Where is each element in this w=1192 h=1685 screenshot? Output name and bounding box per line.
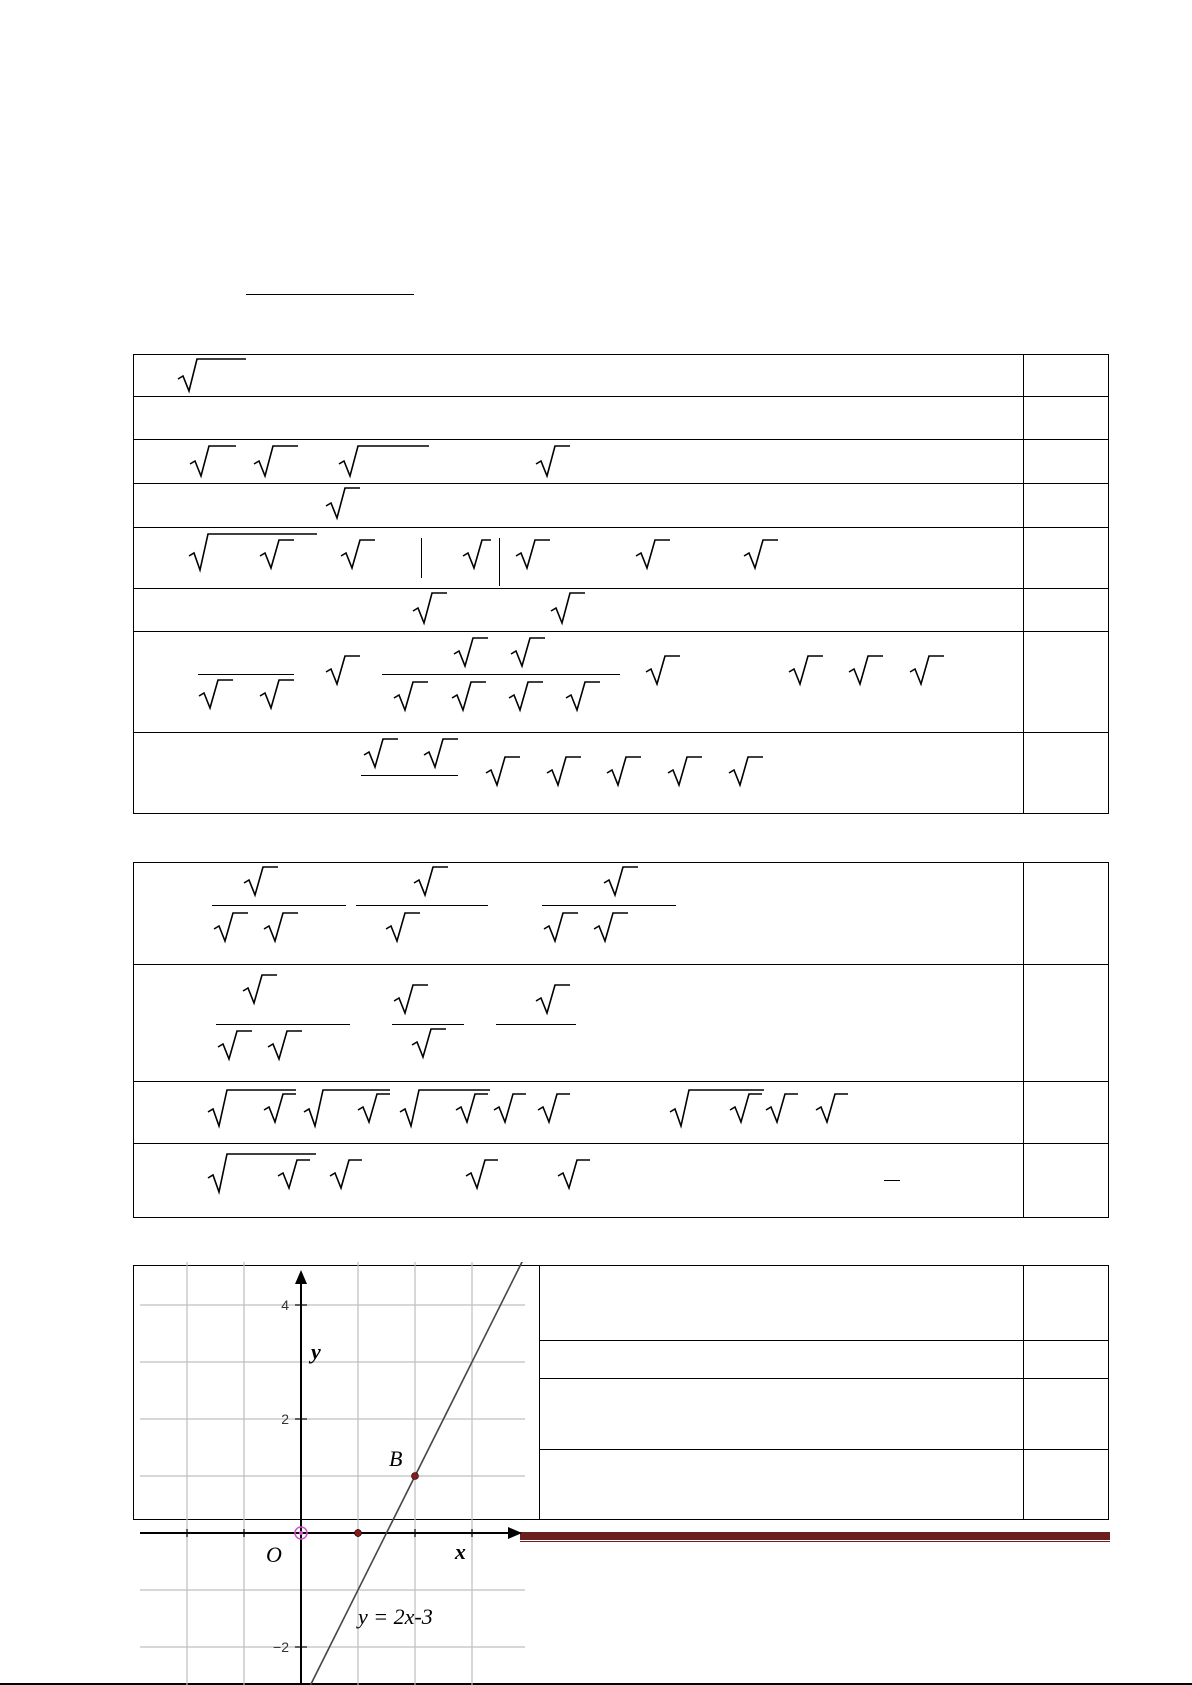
sqrt-symbol <box>545 755 581 789</box>
fraction-bar <box>382 674 620 675</box>
sqrt-symbol <box>564 680 600 714</box>
table-row <box>134 397 1024 440</box>
table-row <box>134 355 1024 397</box>
sqrt-symbol <box>324 486 360 522</box>
table-row <box>134 528 1024 589</box>
line-chart <box>140 1262 530 1685</box>
score-cell <box>1024 1082 1109 1144</box>
sqrt-symbol <box>262 1092 296 1126</box>
sqrt-symbol <box>187 532 317 574</box>
sqrt-symbol <box>212 911 248 945</box>
sqrt-symbol <box>602 865 638 899</box>
sqrt-symbol <box>216 1029 252 1063</box>
sqrt-symbol <box>384 911 420 945</box>
sqrt-symbol <box>464 1158 498 1192</box>
sqrt-symbol <box>492 1092 526 1126</box>
score-cell <box>1024 355 1109 397</box>
score-cell <box>1024 528 1109 589</box>
sqrt-symbol <box>276 1158 310 1192</box>
score-cell <box>1024 733 1109 814</box>
fraction-bar <box>356 905 488 906</box>
sqrt-symbol <box>536 1092 570 1126</box>
sqrt-symbol <box>556 1158 590 1192</box>
sqrt-symbol <box>814 1092 848 1126</box>
sqrt-symbol <box>509 636 545 670</box>
score-cell <box>1024 632 1109 733</box>
sqrt-symbol <box>484 755 520 789</box>
fraction-bar <box>216 1024 350 1025</box>
sqrt-symbol <box>764 1092 798 1126</box>
fraction-bar <box>212 905 346 906</box>
answer-blank-line <box>246 294 414 295</box>
y-axis-arrow <box>295 1270 307 1284</box>
table-row <box>134 965 1024 1082</box>
table-1 <box>133 354 1109 814</box>
point-label: B <box>389 1446 403 1471</box>
fraction-bar <box>392 1024 464 1025</box>
sqrt-symbol <box>328 1158 362 1192</box>
sqrt-symbol <box>514 538 550 572</box>
score-cell <box>1024 1341 1109 1379</box>
sqrt-symbol <box>422 737 458 771</box>
table-2 <box>133 862 1109 1218</box>
data-point <box>412 1473 419 1480</box>
sqrt-symbol <box>644 654 680 688</box>
sqrt-symbol <box>461 538 491 572</box>
sqrt-symbol <box>412 865 448 899</box>
sqrt-symbol <box>258 538 294 572</box>
origin-marker-dot <box>299 1531 303 1535</box>
sqrt-symbol <box>742 538 778 572</box>
fraction-bar <box>198 674 294 675</box>
y-tick-label: 2 <box>281 1411 289 1427</box>
sqrt-symbol <box>452 636 488 670</box>
sqrt-symbol <box>258 678 294 712</box>
score-cell <box>1024 1379 1109 1450</box>
table-row <box>134 589 1024 632</box>
score-cell <box>1024 863 1109 965</box>
score-cell <box>1024 1144 1109 1218</box>
dash-mark <box>884 1180 900 1181</box>
fraction-bar <box>542 905 676 906</box>
fraction-bar <box>496 1024 576 1025</box>
sqrt-symbol <box>666 755 702 789</box>
sqrt-symbol <box>176 357 246 395</box>
sqrt-symbol <box>847 654 883 688</box>
score-cell <box>1024 589 1109 632</box>
abs-bar-left <box>421 538 422 578</box>
sqrt-symbol <box>908 654 944 688</box>
table-row <box>134 632 1024 733</box>
data-point <box>355 1530 362 1537</box>
sqrt-symbol <box>337 444 429 480</box>
table-row <box>134 1082 1024 1144</box>
sqrt-symbol <box>242 865 278 899</box>
score-cell <box>1024 1450 1109 1520</box>
footer-bar <box>520 1532 1110 1540</box>
sqrt-symbol <box>507 680 543 714</box>
table-row <box>134 484 1024 528</box>
footer-line <box>520 1541 1110 1542</box>
sqrt-symbol <box>534 444 570 480</box>
sqrt-symbol <box>197 678 233 712</box>
sqrt-symbol <box>392 983 428 1017</box>
score-cell <box>1024 440 1109 484</box>
sqrt-symbol <box>549 591 585 627</box>
sqrt-symbol <box>542 911 578 945</box>
table-row <box>134 440 1024 484</box>
abs-bar-right <box>499 538 500 586</box>
table-row <box>540 1450 1024 1520</box>
table-row <box>540 1379 1024 1450</box>
sqrt-symbol <box>634 538 670 572</box>
sqrt-symbol <box>356 1092 390 1126</box>
table-row <box>540 1341 1024 1379</box>
y-axis-label: y <box>311 1339 321 1365</box>
x-axis-label: x <box>454 1539 466 1564</box>
sqrt-symbol <box>410 1027 446 1061</box>
fraction-bar <box>361 775 458 776</box>
sqrt-symbol <box>454 1092 488 1126</box>
table-row <box>134 1144 1024 1218</box>
sqrt-symbol <box>728 1092 762 1126</box>
score-cell <box>1024 397 1109 440</box>
series-line <box>141 1262 523 1685</box>
score-cell <box>1024 484 1109 528</box>
score-cell <box>1024 965 1109 1082</box>
origin-label: O <box>266 1542 282 1567</box>
y-tick-label: −2 <box>273 1639 289 1655</box>
sqrt-symbol <box>392 680 428 714</box>
y-tick-label: 4 <box>281 1297 289 1313</box>
sqrt-symbol <box>592 911 628 945</box>
table-row <box>134 733 1024 814</box>
table-row <box>540 1266 1024 1341</box>
sqrt-symbol <box>787 654 823 688</box>
sqrt-symbol <box>241 973 277 1007</box>
sqrt-symbol <box>534 983 570 1017</box>
sqrt-symbol <box>727 755 763 789</box>
sqrt-symbol <box>411 591 447 627</box>
line-label: y = 2x-3 <box>358 1604 433 1630</box>
sqrt-symbol <box>362 737 398 771</box>
sqrt-symbol <box>339 538 375 572</box>
score-cell <box>1024 1266 1109 1341</box>
sqrt-symbol <box>262 911 298 945</box>
table-row <box>134 863 1024 965</box>
sqrt-symbol <box>266 1029 302 1063</box>
sqrt-symbol <box>324 654 360 688</box>
x-axis-arrow <box>508 1527 522 1539</box>
sqrt-symbol <box>188 444 236 480</box>
sqrt-symbol <box>252 444 298 480</box>
sqrt-symbol <box>450 680 486 714</box>
sqrt-symbol <box>605 755 641 789</box>
